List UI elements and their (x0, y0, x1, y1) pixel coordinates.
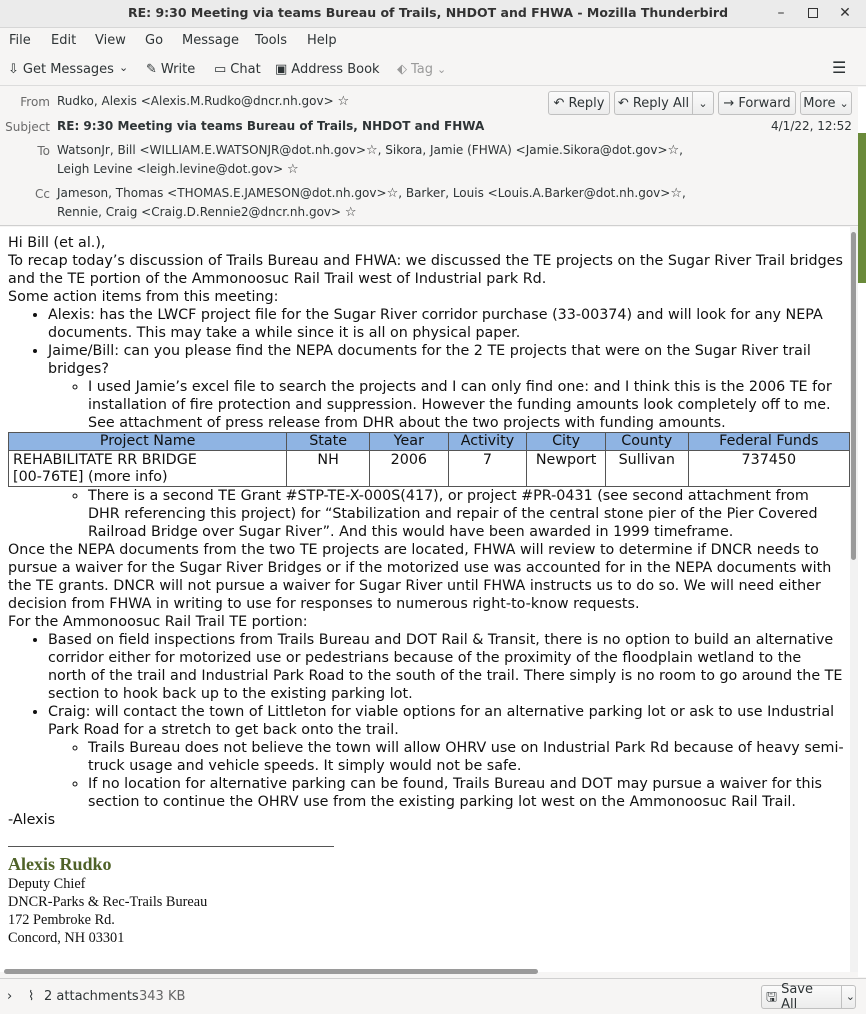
cell-activity: 7 (448, 451, 527, 487)
get-messages-label: Get Messages (22, 62, 114, 77)
col-county: County (605, 433, 688, 451)
closing: -Alexis (8, 812, 56, 828)
action-items-intro: Some action items from this meeting: (8, 289, 279, 305)
reply-all-button[interactable] (614, 91, 692, 115)
recipient-sikora[interactable]: , Sikora, Jamie (FHWA) <Jamie.Sikora@dot.gov> (377, 143, 668, 157)
star-icon[interactable]: ☆ (667, 143, 680, 158)
close-icon: ✕ (839, 5, 851, 21)
signature-title: Deputy Chief (8, 876, 86, 892)
bullet-alexis: Alexis: has the LWCF project file for the Sugar River corridor purchase (33-00374) and will look for any NEPA documents. This may take a while since it is all on physical paper. (48, 307, 823, 341)
chevron-down-icon: ⌄ (698, 96, 708, 110)
maximize-button[interactable] (802, 3, 824, 25)
table-header-row (9, 433, 850, 451)
list-item (48, 703, 844, 811)
jaime-sublist (48, 378, 844, 432)
second-te-sublist (48, 487, 844, 541)
signature-org: DNCR-Parks & Rec-Trails Bureau (8, 894, 208, 910)
save-icon: 🖫 (766, 989, 778, 1005)
message-date: 4/1/22, 12:52 (771, 119, 852, 133)
tag-button[interactable] (397, 62, 446, 77)
expand-attachments-toggle[interactable] (7, 989, 12, 1004)
background-window-strip (858, 87, 866, 977)
cell-city: Newport (527, 451, 606, 487)
get-messages-button[interactable] (8, 62, 114, 77)
menu-edit[interactable]: Edit (51, 33, 77, 48)
reply-all-dropdown[interactable] (692, 91, 714, 115)
signature-divider (8, 846, 334, 847)
chevron-down-icon[interactable]: ⌄ (841, 986, 855, 1008)
to-line-2 (57, 162, 299, 177)
to-label: To (37, 144, 50, 158)
pencil-icon: ✎ (146, 62, 157, 77)
recipient-levine[interactable]: Leigh Levine <leigh.levine@dot.gov> (57, 162, 284, 176)
bullet-field-inspections: Based on field inspections from Trails Bureau and DOT Rail & Transit, there is no option to build an alternative corridor either for motorized use or pedestrians because of the proximity of the floodplain wetland to the north of the trail and Industrial Park Road to the south of the trail. There simply is no room to go around the TE section to hook back up to the existing parking lot. (48, 632, 843, 702)
signature-address-2: Concord, NH 03301 (8, 930, 125, 946)
reply-button[interactable] (548, 91, 610, 115)
project-table (8, 432, 850, 487)
sub-excel: I used Jamie’s excel file to search the projects and I can only find one: and I think this is the 2006 TE for installation of fire protection and suppression. However the funding amounts look completely off to me. See attachment of press release from DHR about the two projects with funding amounts. (88, 379, 832, 431)
star-icon[interactable]: ☆ (287, 162, 299, 177)
attachment-bar (0, 978, 866, 1014)
signature-name: Alexis Rudko (8, 854, 112, 874)
recipient-rennie[interactable]: Rennie, Craig <Craig.D.Rennie2@dncr.nh.gov> (57, 205, 342, 219)
bullet-craig: Craig: will contact the town of Littleton for viable options for an alternative parking lot or ask to use Industrial Park Road for a stretch to get back onto the trail. (48, 704, 835, 738)
col-city: City (527, 433, 606, 451)
chat-icon: ▭ (214, 62, 227, 77)
cell-state: NH (287, 451, 370, 487)
recipient-jameson[interactable]: Jameson, Thomas <THOMAS.E.JAMESON@dot.nh.gov> (57, 186, 387, 200)
col-year: Year (370, 433, 449, 451)
list-item (88, 378, 844, 432)
reply-label: Reply (568, 95, 605, 111)
close-window-button[interactable] (834, 3, 856, 25)
greeting: Hi Bill (et al.), (8, 235, 106, 251)
star-icon[interactable]: ☆ (366, 143, 378, 158)
tag-icon: ⬖ (397, 62, 407, 77)
download-icon: ⇩ (8, 62, 19, 77)
sub-second-te: There is a second TE Grant #STP-TE-X-000S(417), or project #PR-0431 (see second attachment from DHR referencing this project) for “Stabilization and repair of the central stone pier of the Pier Covered Railroad Bridge over Sugar River”. And this would have been awarded in 1999 timeframe. (88, 488, 818, 540)
chat-label: Chat (230, 62, 261, 77)
craig-sublist (48, 739, 844, 811)
menu-bar (0, 28, 866, 54)
project-name-line1: REHABILITATE RR BRIDGE (13, 452, 197, 468)
menu-message[interactable]: Message (182, 33, 239, 48)
recipient-watson[interactable]: WatsonJr, Bill <WILLIAM.E.WATSONJR@dot.nh.gov> (57, 143, 366, 157)
main-toolbar (0, 56, 866, 86)
table-row (9, 451, 850, 487)
star-icon[interactable]: ☆ (337, 94, 350, 109)
attachment-count[interactable]: 2 attachments (44, 989, 139, 1004)
title-bar (0, 0, 866, 28)
list-item (48, 631, 844, 703)
save-all-label: Save All (781, 982, 813, 1012)
nepa-paragraph: Once the NEPA documents from the two TE projects are located, FHWA will review to determine if DNCR needs to pursue a waiver for the Sugar River Bridges or if the motorized use was accounted for in the NEPA documents with the TE grants. DNCR will not pursue a waiver for Sugar River until FHWA instructs us to do so. We will need either decision from FHWA in writing to use for responses to numerous right-to-know requests. (8, 542, 832, 612)
tag-label: Tag (411, 62, 434, 77)
forward-button[interactable] (718, 91, 796, 115)
col-federal-funds: Federal Funds (688, 433, 849, 451)
hamburger-menu-icon: ☰ (832, 58, 847, 77)
col-activity: Activity (448, 433, 527, 451)
star-icon[interactable]: ☆ (344, 205, 357, 220)
address-book-button[interactable] (275, 62, 380, 77)
window-title: RE: 9:30 Meeting via teams Bureau of Trails, NHDOT and FHWA - Mozilla Thunderbird (127, 5, 729, 20)
app-menu-button[interactable] (832, 60, 846, 76)
project-name-line2[interactable]: [00-76TE] (more info) (13, 469, 168, 485)
action-items-list (8, 306, 844, 432)
cell-project-name (9, 451, 287, 487)
attachment-size: 343 KB (139, 989, 186, 1004)
ammonoosuc-intro: For the Ammonoosuc Rail Trail TE portion: (8, 614, 308, 630)
chevron-down-icon: ⌄ (839, 96, 849, 110)
chat-button[interactable] (214, 62, 261, 77)
cc-line-1: Jameson, Thomas <THOMAS.E.JAMESON@dot.nh.gov>☆, Barker, Louis <Louis.A.Barker@dot.nh.gov>☆, (57, 186, 686, 201)
chevron-down-icon: ⌄ (119, 61, 129, 74)
list-item (48, 342, 844, 432)
menu-view[interactable]: View (95, 33, 126, 48)
more-label: More (803, 95, 836, 111)
from-field[interactable] (57, 94, 349, 109)
get-messages-dropdown[interactable] (119, 62, 128, 73)
minimize-button[interactable] (770, 3, 792, 25)
menu-go[interactable]: Go (145, 33, 164, 48)
recipient-barker[interactable]: , Barker, Louis <Louis.A.Barker@dot.nh.gov> (398, 186, 671, 200)
recap-paragraph: To recap today’s discussion of Trails Bureau and FHWA: we discussed the TE projects on the Sugar River Trail bridges and the TE portion of the Ammonoosuc Rail Trail west of Industrial park Rd. (8, 253, 843, 287)
star-icon[interactable]: ☆ (386, 186, 399, 201)
cell-county: Sullivan (605, 451, 688, 487)
subject-label: Subject (5, 120, 50, 134)
maximize-icon (808, 8, 818, 18)
horizontal-scroll-thumb[interactable] (4, 969, 538, 974)
list-item (48, 306, 844, 342)
list-item (88, 775, 844, 811)
list-item (48, 487, 844, 541)
cell-year: 2006 (370, 451, 449, 487)
subject-value: RE: 9:30 Meeting via teams Bureau of Trails, NHDOT and FHWA (57, 119, 485, 133)
to-line-1: WatsonJr, Bill <WILLIAM.E.WATSONJR@dot.nh.gov>☆, Sikora, Jamie (FHWA) <Jamie.Sikora@dot.gov>☆, (57, 143, 683, 158)
from-value[interactable]: Rudko, Alexis <Alexis.M.Rudko@dncr.nh.gov> (57, 94, 334, 108)
forward-label: Forward (738, 95, 791, 111)
menu-help[interactable]: Help (307, 33, 337, 48)
message-body-pane[interactable] (0, 227, 850, 972)
star-icon[interactable]: ☆ (670, 186, 682, 201)
list-item (88, 487, 844, 541)
background-window-accent (858, 133, 866, 283)
cell-federal-funds: 737450 (688, 451, 849, 487)
address-book-icon: ▣ (275, 62, 288, 77)
sub-ohrv: Trails Bureau does not believe the town will allow OHRV use on Industrial Park Rd because of heavy semi-truck usage and vehicle speeds. It simply would not be safe. (88, 740, 844, 774)
signature-address-1: 172 Pembroke Rd. (8, 912, 115, 928)
reply-icon: ↶ (553, 95, 565, 111)
chevron-right-icon: › (7, 989, 13, 1004)
vertical-scroll-thumb[interactable] (851, 232, 856, 560)
forward-icon: → (723, 95, 735, 111)
reply-all-icon: ↶ (617, 95, 629, 111)
col-state: State (287, 433, 370, 451)
from-label: From (20, 95, 50, 109)
write-label: Write (160, 62, 196, 77)
save-all-button[interactable] (761, 982, 856, 1012)
ammonoosuc-list (8, 631, 844, 811)
menu-file[interactable]: File (9, 33, 31, 48)
more-button[interactable] (800, 91, 852, 115)
chevron-down-icon: ⌄ (437, 63, 447, 76)
address-book-label: Address Book (291, 62, 380, 77)
write-button[interactable] (146, 62, 195, 77)
list-item (88, 739, 844, 775)
message-header (0, 87, 858, 226)
message-body (8, 234, 844, 947)
sub-waiver: If no location for alternative parking can be found, Trails Bureau and DOT may pursue a waiver for this section to continue the OHRV use from the existing parking lot west on the Ammonoosuc Rail Trail. (88, 776, 822, 810)
menu-tools[interactable]: Tools (255, 33, 288, 48)
paperclip-icon: ⌇ (28, 989, 35, 1004)
cc-line-2 (57, 205, 357, 220)
cc-label: Cc (35, 187, 50, 201)
bullet-jaime: Jaime/Bill: can you please find the NEPA documents for the 2 TE projects that were on the Sugar River trail bridges? (48, 343, 811, 377)
reply-all-label: Reply All (632, 95, 690, 111)
minimize-icon: – (777, 5, 785, 21)
continuation-list (8, 487, 844, 541)
col-project-name: Project Name (9, 433, 287, 451)
